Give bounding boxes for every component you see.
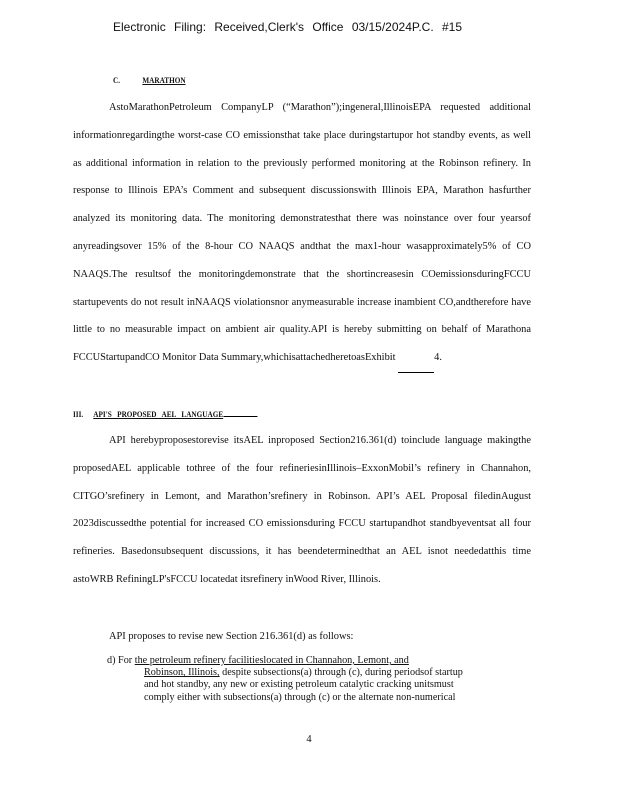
marathon-paragraph: [73, 94, 531, 373]
proposal-intro: API proposes to revise new Section 216.361(d) as follows:: [109, 631, 354, 642]
clause-lead: d) For: [107, 655, 133, 666]
section-iii-label: III.: [73, 409, 84, 419]
exhibit-number: 4.: [398, 344, 434, 373]
section-iii-heading: [73, 408, 257, 419]
page-number: 4: [306, 734, 312, 745]
clause-underlined-2: Robinson, Illinois,: [144, 667, 220, 679]
proposed-clause-d: [107, 655, 499, 704]
section-c-title: MARATHON: [142, 75, 186, 85]
api-paragraph: API herebyproposestorevise itsAEL inproposed Section216.361(d) toinclude language makingthe proposedAEL applicable tothree of the four refineriesinIllinois–ExxonMobil’s refinery in Channahon, CITGO’srefinery in Lemont, and Marathon’srefinery in Robinson. API’s AEL Proposal filedinAugust 2023discussedthe potential for increased CO emissionsduring FCCU startupandhot standbyeventsat all four refineries. Basedonsubsequent discussions, it has beendeterminedthat an AEL isnot neededatthis time astoWRB RefiningLP'sFCCU locatedat itsrefinery inWood River, Illinois.: [73, 435, 531, 585]
marathon-paragraph-text: AstoMarathonPetroleum CompanyLP (“Marathon”);ingeneral,IllinoisEPA requested additional informationregardingthe worst-case CO emissionsthat take place duringstartupor hot standby events, as well as additional information in relation to the previously performed monitoring at the Robinson refinery. In response to Illinois EPA’s Comment and subsequent discussionswith Illinois EPA, Marathon hasfurther analyzed its monitoring data. The monitoring demonstratesthat there was noinstance over four yearsof anyreadingsover 15% of the 8-hour CO NAAQS andthat the max1-hour wasapproximately5% of CO NAAQS.The resultsof the monitoringdemonstrate that the shortincreasesin COemissionsduringFCCU startupevents do not result inNAAQS violationsnor anymeasurable increase inambient CO,andtherefore have little to no measurable impact on ambient air quality.API is hereby submitting on behalf of Marathona FCCUStartupandCO Monitor Data Summary,whichisattachedheretoasExhibit: [73, 102, 531, 364]
clause-line-3: and hot standby, any new or existing petroleum catalytic cracking unitsmust: [144, 679, 454, 691]
section-c-label: C.: [113, 75, 121, 85]
clause-line-2: [107, 667, 499, 679]
clause-underlined-1: the petroleum refinery facilitieslocated in Channahon, Lemont, and: [134, 655, 409, 666]
section-iii-title: API'S PROPOSED AEL LANGUAGE: [93, 409, 224, 419]
clause-line-4: comply either with subsections(a) through (c) or the alternate non-numerical: [144, 691, 456, 703]
clause-rest-line-2: despite subsections(a) through (c), during periodsof startup: [222, 667, 463, 679]
filing-header: Electronic Filing: Received,Clerk's Office 03/15/2024P.C. #15: [113, 20, 463, 34]
section-c-heading: [113, 75, 211, 85]
